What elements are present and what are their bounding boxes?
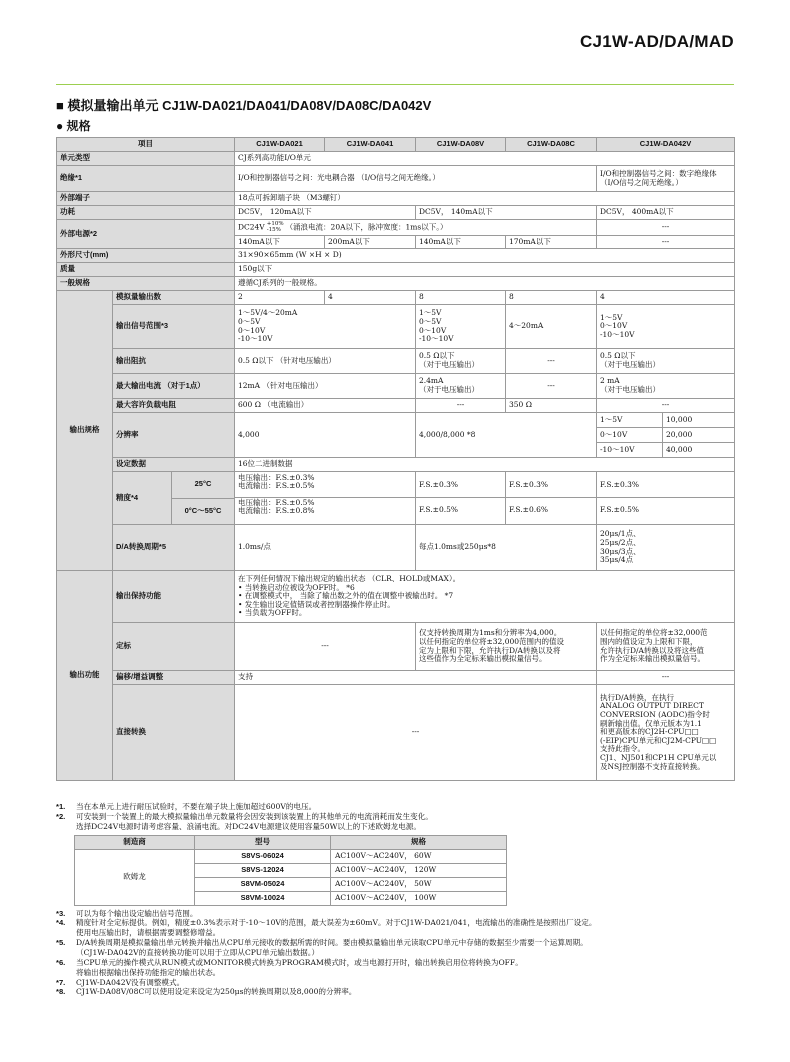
cell-value: 遵循CJ系列的一般规格。 bbox=[235, 277, 735, 291]
cell-value bbox=[416, 623, 597, 671]
hold-line: 在下列任何情况下输出规定的输出状态 （CLR、HOLD或MAX）。 bbox=[238, 573, 461, 583]
col-model: CJ1W-DA021 bbox=[235, 138, 325, 152]
cell-value: 600 Ω （电流输出） bbox=[235, 399, 416, 413]
row-label: 外部电源*2 bbox=[57, 220, 235, 249]
cell-value: 1.0ms/点 bbox=[235, 525, 416, 571]
cell-value: 350 Ω bbox=[506, 399, 597, 413]
cell-value: I/O和控制器信号之间：光电耦合器 （I/O信号之间无绝缘。） bbox=[235, 166, 597, 192]
power-supply-table bbox=[74, 835, 507, 906]
accuracy-temp-25: 25°C bbox=[172, 472, 235, 498]
footnote-text: 当CPU单元的操作模式从RUN模式或MONITOR模式转换为PROGRAM模式时，或当电源打开时，输出转换启用位将转换为OFF。 bbox=[76, 957, 523, 967]
cell-value: 每点1.0ms或250μs*8 bbox=[416, 525, 597, 571]
footnote-text: 选择DC24V电源时请考虑容量、浪涌电流。对DC24V电源建议使用容量50W以上的下述欧姆龙电源。 bbox=[76, 821, 421, 831]
value-line: 30μs/3点、 bbox=[600, 546, 641, 556]
row-label: 外形尺寸(mm) bbox=[57, 249, 235, 263]
value-line: 执行D/A转换，在执行 bbox=[600, 692, 674, 702]
footnote-text: 可安装到一个装置上的最大模拟量输出单元数量将会因安装到该装置上的其他单元的电流消耗而发生变化。 bbox=[76, 811, 433, 821]
value-line: （对于电压输出） bbox=[419, 360, 479, 369]
tolerance-plus: +10% bbox=[266, 221, 284, 227]
hold-line: • 当负载为OFF时。 bbox=[238, 608, 307, 618]
row-label: 最大输出电流 （对于1点） bbox=[113, 374, 235, 399]
cell-value: --- bbox=[506, 349, 597, 374]
sub-heading: ● 规格 bbox=[56, 119, 91, 133]
value-line: 定为上限和下限，允许执行D/A转换以及将 bbox=[419, 645, 561, 655]
section-heading: ■ 模拟量输出单元 CJ1W-DA021/DA041/DA08V/DA08C/DA042V bbox=[56, 98, 432, 113]
cell-value: --- bbox=[416, 399, 506, 413]
cell-value: 4 bbox=[597, 291, 735, 305]
value-line: F.S.±0.5% bbox=[419, 504, 459, 514]
footnote bbox=[56, 918, 736, 938]
footnotes bbox=[56, 802, 736, 997]
resolution-value: 20,000 bbox=[663, 428, 735, 443]
accuracy-values-5 bbox=[597, 472, 735, 525]
cell-value: 31×90×65mm (W ×H × D) bbox=[235, 249, 735, 263]
hold-line: • 发生输出设定值错误或者控制器操作停止时。 bbox=[238, 599, 395, 609]
cell-value: 2 bbox=[235, 291, 325, 305]
cell-value: 150g以下 bbox=[235, 263, 735, 277]
footnote-text: （CJ1W-DA042V的直接转换功能可以用于立即从CPU单元输出数据。） bbox=[76, 948, 320, 958]
ps-header: 规格 bbox=[331, 835, 507, 849]
footnote-text: D/A转换周期是模拟量输出单元转换并输出从CPU单元接收的数据所需的时间。要由模拟量输出单元读取CPU单元中存储的数据至少需要一个运算周期。 bbox=[76, 938, 588, 948]
footnote-mark: *2. bbox=[56, 811, 66, 821]
accuracy-temp-0-55: 0°C～55°C bbox=[184, 505, 222, 515]
row-label: 外部端子 bbox=[57, 192, 235, 206]
footnote bbox=[56, 802, 736, 812]
cell-value: 4 bbox=[325, 291, 416, 305]
ps-spec: AC100V～AC240V， 50W bbox=[331, 877, 507, 891]
cell-value bbox=[235, 305, 416, 349]
footnote bbox=[56, 909, 736, 919]
value-line: 以任何指定的单位将±32,000范围内的值设 bbox=[419, 636, 565, 646]
cell-value: 4～20mA bbox=[506, 305, 597, 349]
value-line: 这些值作为全定标来输出模拟量信号。 bbox=[419, 654, 547, 664]
row-label: 分辨率 bbox=[113, 413, 235, 458]
footnote-text: 将输出根据输出保持功能指定的输出状态。 bbox=[76, 967, 221, 977]
footnote-mark: *3. bbox=[56, 908, 66, 918]
value-line: CJ1、NJ501和CP1H CPU单元以 bbox=[600, 753, 717, 763]
value-line: 25μs/2点、 bbox=[600, 537, 641, 547]
cell-value: I/O和控制器信号之间：数字绝缘体 （I/O信号之间无绝缘。） bbox=[597, 166, 735, 192]
value-line: F.S.±0.5% bbox=[600, 504, 640, 514]
cell-value: DC5V， 120mA以下 bbox=[235, 206, 416, 220]
value-text: （涌浪电流：20A以下，脉冲宽度：1ms以下。） bbox=[285, 222, 448, 232]
footnote bbox=[56, 938, 736, 958]
ps-header: 制造商 bbox=[75, 835, 195, 849]
accuracy-values-12 bbox=[235, 472, 416, 525]
col-model: CJ1W-DA08C bbox=[506, 138, 597, 152]
value-line: 35μs/4点 bbox=[600, 555, 634, 565]
col-model: CJ1W-DA041 bbox=[325, 138, 416, 152]
value-line: 0.5 Ω以下 bbox=[600, 351, 636, 361]
accuracy-25-block bbox=[235, 473, 415, 498]
document-title: CJ1W-AD/DA/MAD bbox=[579, 32, 734, 51]
range-line: -10～10V bbox=[238, 334, 273, 344]
spec-table bbox=[56, 137, 735, 781]
col-model: CJ1W-DA08V bbox=[416, 138, 506, 152]
row-label: 偏移/增益调整 bbox=[113, 671, 235, 685]
footnote bbox=[56, 958, 736, 978]
footnote-text: 使用电压输出时，请根据需要调整修增益。 bbox=[76, 928, 221, 938]
range-line: 0～10V bbox=[238, 325, 266, 335]
cell-value: 140mA以下 bbox=[416, 236, 506, 249]
footnote bbox=[56, 987, 736, 997]
value-line: 及NSJ控制器不支持直接转换。 bbox=[600, 761, 705, 771]
value-text: DC24V bbox=[238, 222, 265, 232]
footnote-mark: *1. bbox=[56, 802, 66, 811]
group-label-output-spec: 输出规格 bbox=[57, 291, 113, 571]
value-line: F.S.±0.3% bbox=[416, 473, 505, 498]
tolerance-minus: -15% bbox=[266, 226, 281, 233]
range-line: -10～10V bbox=[600, 329, 635, 339]
cell-value: --- bbox=[235, 685, 597, 781]
resolution-range: 1～5V bbox=[597, 413, 663, 428]
resolution-value: 40,000 bbox=[663, 443, 735, 458]
cell-value: --- bbox=[597, 671, 735, 685]
resolution-range: 0～10V bbox=[597, 428, 663, 443]
accuracy-cell bbox=[113, 472, 235, 525]
row-label: 绝缘*1 bbox=[57, 166, 235, 192]
cell-value: 8 bbox=[506, 291, 597, 305]
value-line: 以任何指定的单位将±32,000范 bbox=[600, 628, 708, 638]
ps-maker: 欧姆龙 bbox=[75, 849, 195, 905]
value-line: 仅支持转换周期为1ms和分辨率为4,000。 bbox=[419, 628, 562, 638]
cell-value: 支持 bbox=[235, 671, 597, 685]
hold-line: • 在调整模式中， 当除了输出数之外的值在调整中被输出时。 *7 bbox=[238, 591, 454, 601]
footnote-mark: *7. bbox=[56, 977, 66, 987]
value-line: 2.4mA bbox=[419, 376, 444, 386]
cell-value: 4,000/8,000 *8 bbox=[416, 413, 597, 458]
cell-value: --- bbox=[506, 374, 597, 399]
cell-value bbox=[597, 349, 735, 374]
row-label: 质量 bbox=[57, 263, 235, 277]
range-line: 0～10V bbox=[419, 325, 447, 335]
cell-value: --- bbox=[597, 236, 735, 249]
value-line: 电流输出：F.S.±0.5% bbox=[238, 481, 315, 491]
value-line: 围内的值设定为上限和下限， bbox=[600, 636, 698, 646]
value-line: 刷新输出值。仅单元版本为1.1 bbox=[600, 718, 702, 728]
hold-line: • 当转换启动位被设为OFF时。 *6 bbox=[238, 582, 355, 592]
row-label: 模拟量输出数 bbox=[113, 291, 235, 305]
value-line: F.S.±0.3% bbox=[597, 473, 734, 498]
row-label: 单元类型 bbox=[57, 152, 235, 166]
accuracy-sub bbox=[113, 472, 234, 524]
row-label: 输出保持功能 bbox=[113, 571, 235, 623]
cell-value bbox=[597, 623, 735, 671]
cell-value bbox=[597, 525, 735, 571]
ps-header: 型号 bbox=[195, 835, 331, 849]
resolution-range: -10～10V bbox=[597, 443, 663, 458]
cell-value bbox=[416, 349, 506, 374]
range-line: 1～5V/4～20mA bbox=[238, 308, 298, 318]
footnote-text: CJ1W-DA042V没有调整模式。 bbox=[76, 977, 185, 987]
row-label: 一般规格 bbox=[57, 277, 235, 291]
value-line: 允许执行D/A转换以及将这些值 bbox=[600, 645, 704, 655]
value-line: 和更高版本的CJ2H-CPU□□ bbox=[600, 727, 699, 737]
cell-value: --- bbox=[597, 399, 735, 413]
cell-value: DC5V， 400mA以下 bbox=[597, 206, 735, 220]
value-line: F.S.±0.3% bbox=[506, 473, 596, 498]
accuracy-055-block bbox=[235, 498, 415, 524]
cell-value: 4,000 bbox=[235, 413, 416, 458]
cell-value: 140mA以下 bbox=[235, 236, 325, 249]
value-line: 作为全定标来输出模拟量信号。 bbox=[600, 654, 705, 664]
footnote bbox=[56, 812, 736, 832]
value-line: (-EIP)CPU单元和CJ2M-CPU□□ bbox=[600, 735, 717, 745]
cell-value bbox=[416, 374, 506, 399]
value-line: 电流输出：F.S.±0.8% bbox=[238, 506, 315, 516]
cell-value: CJ系列高功能I/O单元 bbox=[235, 152, 735, 166]
range-line: 1～5V bbox=[600, 312, 623, 322]
footnote-text: 可以为每个输出设定输出信号范围。 bbox=[76, 908, 198, 918]
cell-value: 200mA以下 bbox=[325, 236, 416, 249]
cell-value bbox=[235, 220, 597, 236]
cell-value bbox=[597, 685, 735, 781]
footnote-mark: *5. bbox=[56, 938, 66, 948]
footnote-text: CJ1W-DA08V/08C可以使用设定来设定为250μs的转换周期以及8,000的分辨率。 bbox=[76, 987, 357, 997]
row-label: 直接转换 bbox=[113, 685, 235, 781]
cell-value bbox=[235, 571, 735, 623]
col-item: 项目 bbox=[57, 138, 235, 152]
footnote-mark: *8. bbox=[56, 987, 66, 997]
cell-value: 170mA以下 bbox=[506, 236, 597, 249]
cell-value: --- bbox=[597, 220, 735, 236]
cell-value: DC5V， 140mA以下 bbox=[416, 206, 597, 220]
range-line: 1～5V bbox=[419, 308, 442, 318]
ps-spec: AC100V～AC240V， 60W bbox=[331, 849, 507, 863]
row-label: D/A转换周期*5 bbox=[113, 525, 235, 571]
value-line: 电压输出：F.S.±0.3% bbox=[238, 472, 315, 482]
accuracy-values-4 bbox=[506, 472, 597, 525]
cell-value: 12mA （针对电压输出） bbox=[235, 374, 416, 399]
cell-value bbox=[597, 374, 735, 399]
footnote-mark: *6. bbox=[56, 957, 66, 967]
footnote bbox=[56, 978, 736, 988]
range-line: 0～5V bbox=[238, 316, 261, 326]
row-label: 定标 bbox=[113, 623, 235, 671]
row-label: 最大容许负载电阻 bbox=[113, 399, 235, 413]
value-line: （对于电压输出） bbox=[600, 360, 660, 369]
title-rule bbox=[56, 84, 734, 85]
cell-value: 8 bbox=[416, 291, 506, 305]
value-line: 2 mA bbox=[600, 376, 620, 386]
ps-spec: AC100V～AC240V， 100W bbox=[331, 891, 507, 905]
value-line: ANALOG OUTPUT DIRECT bbox=[600, 701, 704, 711]
header-row bbox=[57, 138, 735, 152]
ps-spec: AC100V～AC240V， 120W bbox=[331, 863, 507, 877]
ps-model: S8VS-12024 bbox=[195, 863, 331, 877]
accuracy-values-3 bbox=[416, 472, 506, 525]
row-label: 输出阻抗 bbox=[113, 349, 235, 374]
cell-value bbox=[597, 305, 735, 349]
value-line: CONVERSION (AODC)指令时 bbox=[600, 709, 710, 719]
row-label: 精度*4 bbox=[113, 472, 172, 524]
value-line: （对于电压输出） bbox=[600, 385, 660, 394]
cell-value: 18点可拆卸端子块 （M3螺钉） bbox=[235, 192, 735, 206]
ps-model: S8VM-05024 bbox=[195, 877, 331, 891]
value-line: F.S.±0.6% bbox=[509, 504, 549, 514]
cell-value: 0.5 Ω以下 （针对电压输出） bbox=[235, 349, 416, 374]
group-label-output-func: 输出功能 bbox=[57, 571, 113, 781]
value-line: （对于电压输出） bbox=[419, 385, 479, 394]
col-model: CJ1W-DA042V bbox=[597, 138, 735, 152]
ps-model: S8VS-06024 bbox=[195, 849, 331, 863]
cell-value bbox=[416, 305, 506, 349]
row-label: 功耗 bbox=[57, 206, 235, 220]
cell-value: --- bbox=[235, 623, 416, 671]
range-line: 0～10V bbox=[600, 321, 628, 331]
value-line: 支持此指令。 bbox=[600, 744, 645, 754]
ps-model: S8VM-10024 bbox=[195, 891, 331, 905]
row-label: 输出信号范围*3 bbox=[113, 305, 235, 349]
value-line: 20μs/1点、 bbox=[600, 529, 641, 539]
range-line: -10～10V bbox=[419, 334, 454, 344]
range-line: 0～5V bbox=[419, 316, 442, 326]
cell-value: 16位二进制数据 bbox=[235, 458, 735, 472]
resolution-value: 10,000 bbox=[663, 413, 735, 428]
footnote-text: 当在本单元上进行耐压试验时，不要在端子块上施加超过600V的电压。 bbox=[76, 802, 317, 811]
footnote-mark: *4. bbox=[56, 918, 66, 928]
value-line: 电压输出：F.S.±0.5% bbox=[238, 497, 315, 507]
footnote-text: 精度针对全定标提供。例如，精度±0.3%表示对于-10～10V的范围，最大误差为±60mV。对于CJ1W-DA021/041，电流输出的准确性是按照出厂设定。 bbox=[76, 918, 597, 928]
value-line: 0.5 Ω以下 bbox=[419, 351, 455, 361]
row-label: 设定数据 bbox=[113, 458, 235, 472]
